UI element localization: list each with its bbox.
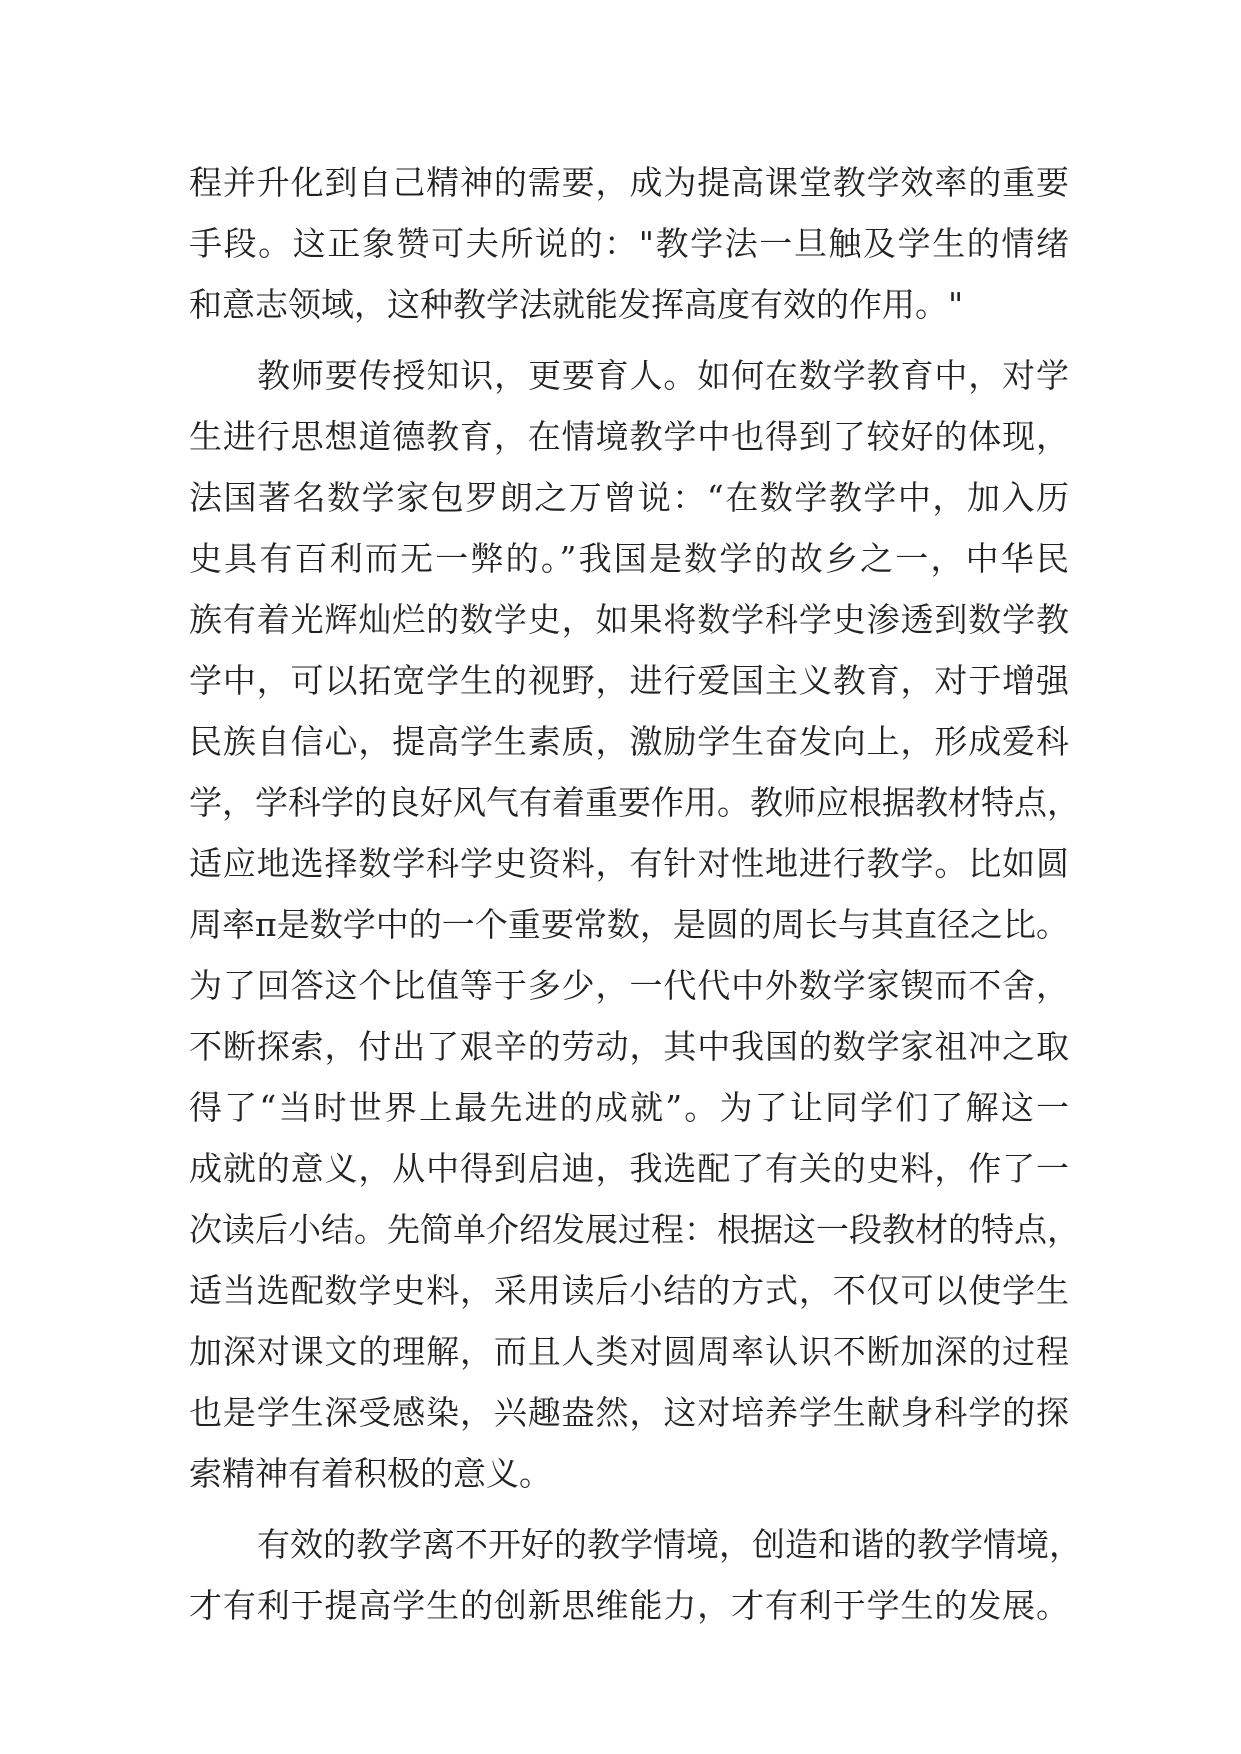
text-line: 也是学生深受感染，兴趣盎然，这对培养学生献身科学的探: [189, 1393, 1069, 1432]
text-line: 得了“当时世界上最先进的成就”。为了让同学们了解这一: [189, 1088, 1069, 1127]
text-line: 适应地选择数学科学史资料，有针对性地进行教学。比如圆: [189, 844, 1069, 883]
paragraph-2: [189, 345, 1080, 1504]
text-line: 程并升化到自己精神的需要，成为提高课堂教学效率的重要: [189, 163, 1069, 202]
text-line: 加深对课文的理解，而且人类对圆周率认识不断加深的过程: [189, 1332, 1069, 1371]
text-line: 手段。这正象赞可夫所说的："教学法一旦触及学生的情绪: [189, 224, 1069, 263]
text-line: 为了回答这个比值等于多少，一代代中外数学家锲而不舍，: [189, 966, 1069, 1005]
body-text: [189, 152, 1082, 1636]
text-line: 和意志领域，这种教学法就能发挥高度有效的作用。": [189, 285, 964, 324]
text-line: 民族自信心，提高学生素质，激励学生奋发向上，形成爱科: [189, 722, 1069, 761]
paragraph-1: [189, 152, 1069, 335]
text-line: 才有利于提高学生的创新思维能力，才有利于学生的发展。: [189, 1586, 1069, 1625]
text-line: 生进行思想道德教育，在情境教学中也得到了较好的体现，: [189, 417, 1069, 456]
paragraph-3: [189, 1514, 1082, 1636]
text-line: 次读后小结。先简单介绍发展过程：根据这一段教材的特点，: [189, 1210, 1080, 1249]
text-line: 不断探索，付出了艰辛的劳动，其中我国的数学家祖冲之取: [189, 1027, 1069, 1066]
text-line: 法国著名数学家包罗朗之万曾说：“在数学教学中，加入历: [189, 478, 1069, 517]
text-line: 学，学科学的良好风气有着重要作用。教师应根据教材特点，: [189, 783, 1080, 822]
text-line: 族有着光辉灿烂的数学史，如果将数学科学史渗透到数学教: [189, 600, 1069, 639]
text-line: 史具有百利而无一弊的。”我国是数学的故乡之一，中华民: [189, 539, 1069, 578]
text-line: 教师要传授知识，更要育人。如何在数学教育中，对学: [257, 356, 1069, 395]
text-line: 索精神有着积极的意义。: [189, 1454, 552, 1493]
text-line: 有效的教学离不开好的教学情境，创造和谐的教学情境，: [257, 1525, 1082, 1564]
text-line: 学中，可以拓宽学生的视野，进行爱国主义教育，对于增强: [189, 661, 1069, 700]
text-line: 适当选配数学史料，采用读后小结的方式，不仅可以使学生: [189, 1271, 1069, 1310]
text-line: 成就的意义，从中得到启迪，我选配了有关的史料，作了一: [189, 1149, 1069, 1188]
text-line: 周率π是数学中的一个重要常数，是圆的周长与其直径之比。: [189, 905, 1069, 944]
